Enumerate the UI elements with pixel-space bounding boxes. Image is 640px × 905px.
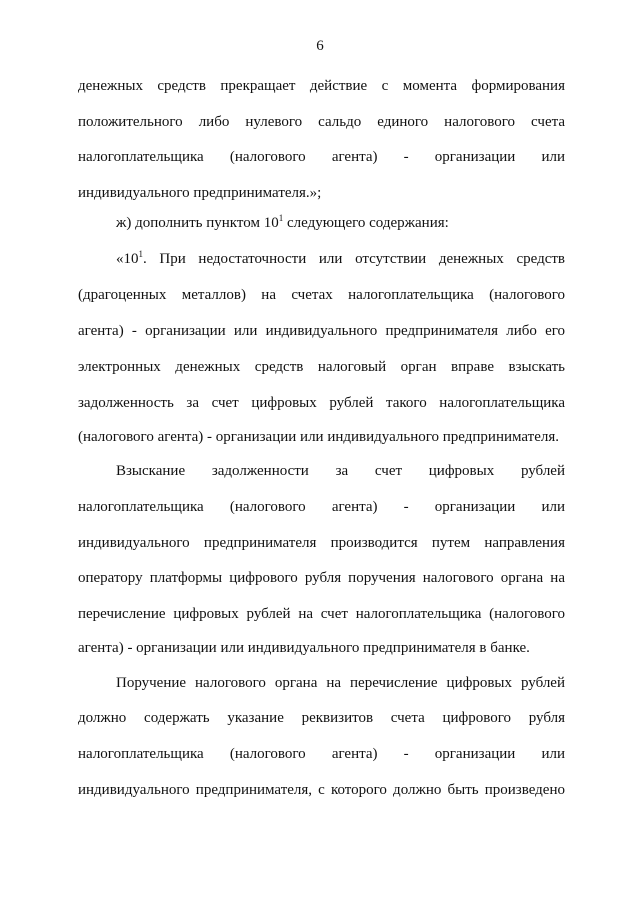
text-line-10: задолженность за счет цифровых рублей такого налогоплательщика xyxy=(78,395,565,411)
text-line-5-end: следующего содержания: xyxy=(283,215,449,231)
text-line-12: Взыскание задолженности за счет цифровых рублей xyxy=(116,463,565,479)
text-line-3: налогоплательщика (налогового агента) - организации или xyxy=(78,149,565,165)
text-line-17: агента) - организации или индивидуального предпринимателя в банке. xyxy=(78,640,530,656)
text-line-13: налогоплательщика (налогового агента) - организации или xyxy=(78,499,565,515)
text-line-6-start: «10 xyxy=(116,251,139,267)
text-line-18: Поручение налогового органа на перечисление цифровых рублей xyxy=(116,675,565,691)
text-line-5 xyxy=(116,214,565,232)
text-line-8: агента) - организации или индивидуального предпринимателя либо его xyxy=(78,323,565,339)
superscript-2: 1 xyxy=(138,249,143,259)
text-line-4: индивидуального предпринимателя.»; xyxy=(78,185,322,201)
text-line-19: должно содержать указание реквизитов счета цифрового рубля xyxy=(78,710,565,726)
text-line-9: электронных денежных средств налоговый орган вправе взыскать xyxy=(78,359,565,375)
text-line-11: (налогового агента) - организации или индивидуального предпринимателя. xyxy=(78,429,560,445)
text-line-2: положительного либо нулевого сальдо единого налогового счета xyxy=(78,114,565,130)
text-line-5-start: ж) дополнить пунктом 10 xyxy=(116,215,279,231)
superscript-1: 1 xyxy=(278,213,284,223)
text-line-14: индивидуального предпринимателя производится путем направления xyxy=(78,535,565,551)
text-line-20: налогоплательщика (налогового агента) - организации или xyxy=(78,746,565,762)
text-line-21: индивидуального предпринимателя, с которого должно быть произведено xyxy=(78,782,565,798)
text-line-15: оператору платформы цифрового рубля поручения налогового органа на xyxy=(78,570,565,586)
text-line-1: денежных средств прекращает действие с момента формирования xyxy=(78,78,565,94)
page-number: 6 xyxy=(316,38,324,54)
text-line-7: (драгоценных металлов) на счетах налогоплательщика (налогового xyxy=(78,287,565,303)
text-line-16: перечисление цифровых рублей на счет налогоплательщика (налогового xyxy=(78,606,565,622)
text-line-6-end: . При недостаточности или отсутствии денежных средств xyxy=(143,251,565,267)
text-line-6 xyxy=(116,250,565,268)
